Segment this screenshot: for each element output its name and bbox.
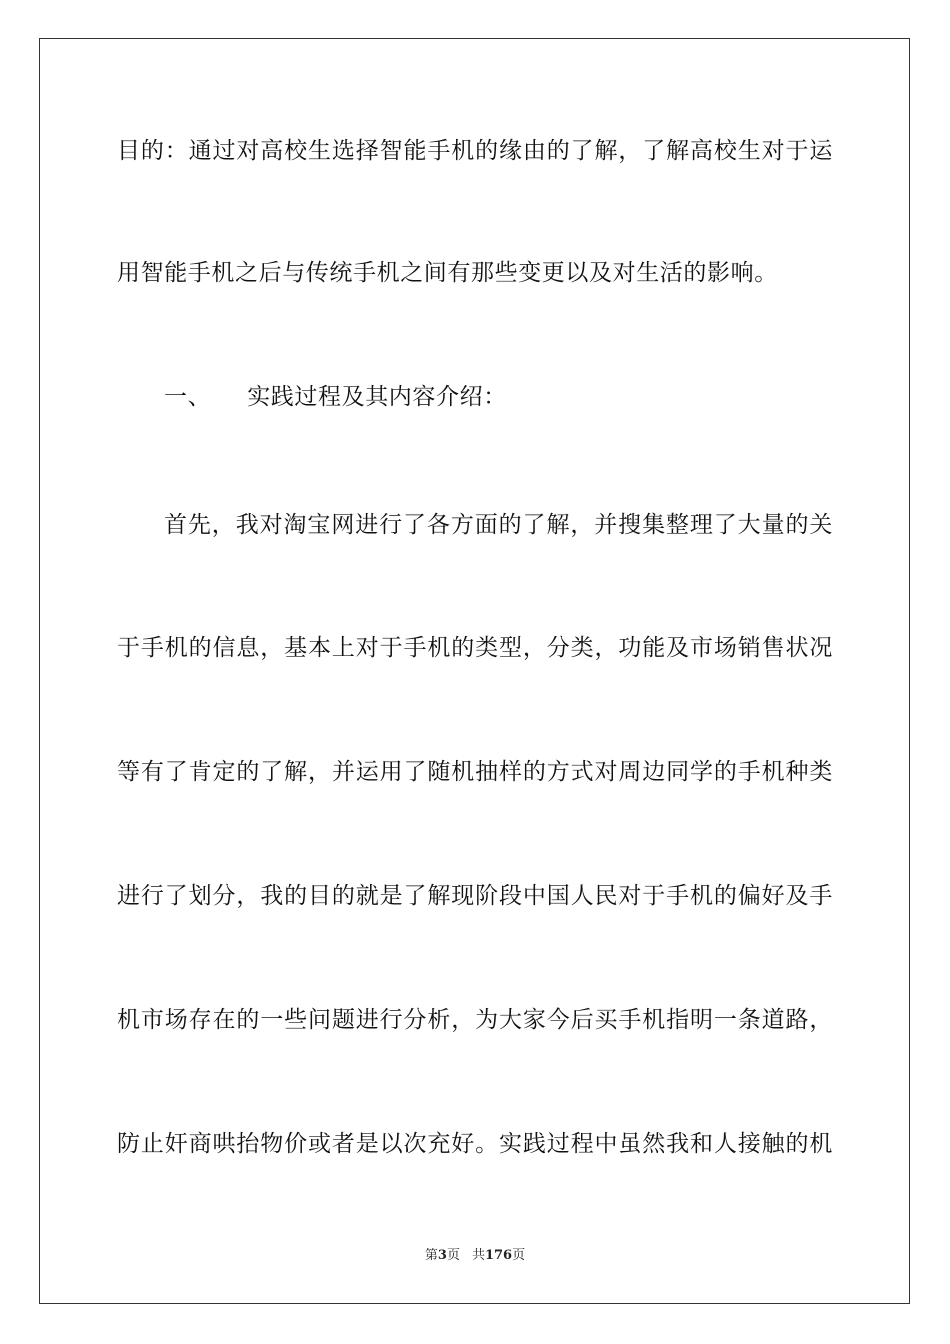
page-border [39,38,910,1304]
body-text-line: 防止奸商哄抬物价或者是以次充好。实践过程中虽然我和人接触的机 [117,1131,833,1157]
page-footer [0,1248,950,1264]
body-text-line: 进行了划分，我的目的就是了解现阶段中国人民对于手机的偏好及手 [117,883,833,909]
footer-total-pages: 176 [484,1248,513,1263]
footer-total-prefix: 共 [471,1248,485,1263]
body-text-line: 首先，我对淘宝网进行了各方面的了解，并搜集整理了大量的关 [164,512,833,538]
body-text-line: 等有了肯定的了解，并运用了随机抽样的方式对周边同学的手机种类 [117,759,833,785]
footer-page-suffix: 页 [446,1248,460,1263]
section-heading-text: 实践过程及其内容介绍： [247,384,507,410]
body-text-line: 用智能手机之后与传统手机之间有那些变更以及对生活的影响。 [117,260,778,286]
footer-page-number: 3 [437,1248,447,1263]
footer-page-prefix: 第 [424,1248,438,1263]
body-text-line: 机市场存在的一些问题进行分析，为大家今后买手机指明一条道路， [117,1007,833,1033]
footer-total-suffix: 页 [512,1248,526,1263]
section-heading-number: 一、 [164,384,212,410]
body-text-line: 目的：通过对高校生选择智能手机的缘由的了解，了解高校生对于运 [117,138,833,164]
section-heading [164,383,833,411]
body-text-line: 于手机的信息，基本上对于手机的类型，分类，功能及市场销售状况 [117,635,833,661]
